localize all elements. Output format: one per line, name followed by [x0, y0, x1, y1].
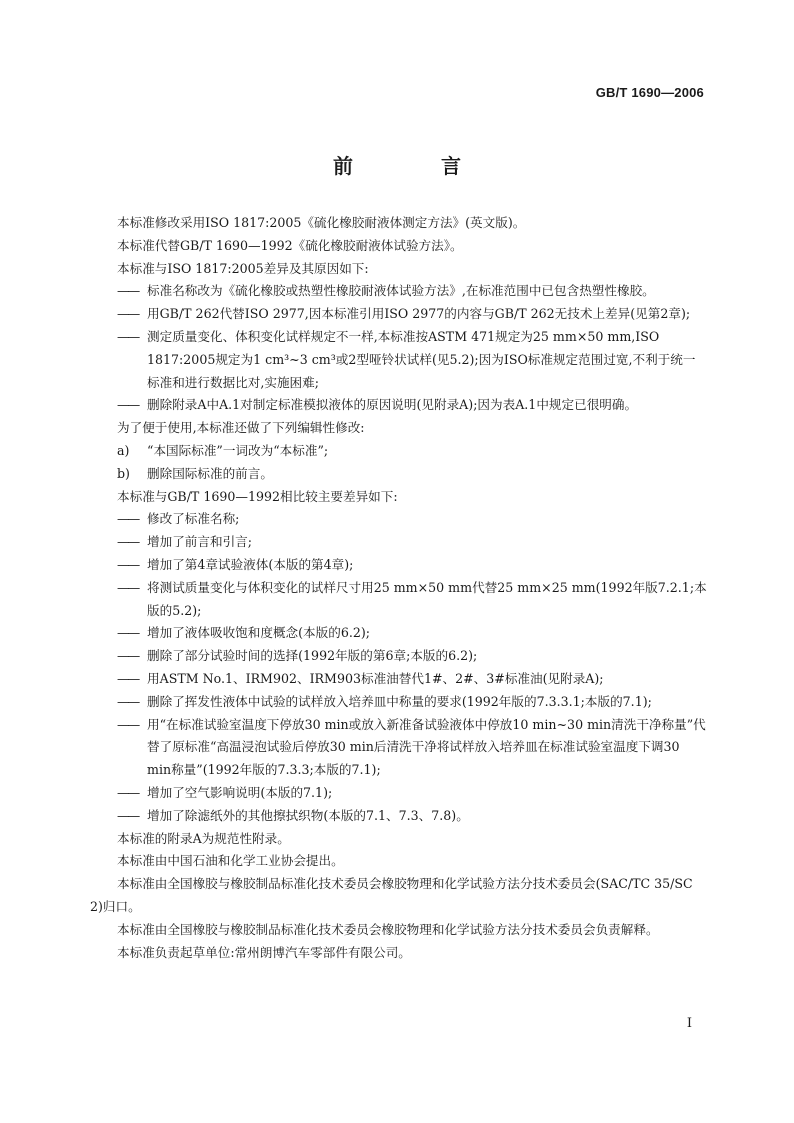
dash-item-text: 增加了前言和引言; [147, 534, 252, 550]
list-letter: a) [117, 442, 130, 458]
dash-item-text: 增加了除滤纸外的其他擦拭织物(本版的7.1、7.3、7.8)。 [147, 807, 469, 823]
dash-marker: —— [117, 306, 139, 322]
dash-list-item [117, 394, 707, 417]
page-title: 前 言 [333, 154, 495, 178]
dash-list-item [117, 645, 707, 668]
lettered-item-text: 删除国际标准的前言。 [147, 465, 273, 481]
dash-item-text: 用ASTM No.1、IRM902、IRM903标准油替代1#、2#、3#标准油(见附录A); [147, 670, 604, 686]
dash-marker: —— [117, 648, 139, 664]
dash-item-text: 测定质量变化、体积变化试样规定不一样,本标准按ASTM 471规定为25 mm×50 mm,ISO 1817:2005规定为1 cm³~3 cm³或2型哑铃状试样(见5.2);因为ISO标准规定范围过宽,不利于统一标准和进行数据比对,实施困难; [147, 328, 696, 390]
standard-code: GB/T 1690—2006 [595, 85, 704, 100]
dash-marker: —— [117, 556, 139, 572]
dash-marker: —— [117, 625, 139, 641]
dash-list-item [117, 531, 707, 554]
dash-marker: —— [117, 693, 139, 709]
paragraph: 本标准与GB/T 1690—1992相比较主要差异如下: [117, 488, 398, 504]
dash-list-item [117, 577, 707, 623]
dash-item-text: 删除了挥发性液体中试验的试样放入培养皿中称量的要求(1992年版的7.3.3.1;本版的7.1); [147, 693, 652, 709]
dash-list-item [117, 280, 707, 303]
dash-marker: —— [117, 807, 139, 823]
paragraph: 为了便于使用,本标准还做了下列编辑性修改: [117, 420, 365, 436]
dash-marker: —— [117, 397, 139, 413]
dash-item-text: 标准名称改为《硫化橡胶或热塑性橡胶耐液体试验方法》,在标准范围中已包含热塑性橡胶。 [147, 283, 655, 299]
lettered-list-item [117, 463, 707, 486]
dash-marker: —— [117, 784, 139, 800]
dash-list-item [117, 303, 707, 326]
dash-marker: —— [117, 716, 139, 732]
dash-item-text: 增加了第4章试验液体(本版的第4章); [147, 556, 354, 572]
lettered-item-text: “本国际标准”一词改为“本标准”; [147, 442, 329, 458]
dash-marker: —— [117, 579, 139, 595]
page-number: I [686, 1016, 692, 1031]
list-letter: b) [117, 465, 130, 481]
lettered-list-item [117, 440, 707, 463]
dash-list-item [117, 668, 707, 691]
dash-marker: —— [117, 670, 139, 686]
dash-marker: —— [117, 328, 139, 344]
paragraph: 本标准的附录A为规范性附录。 [117, 830, 290, 846]
dash-item-text: 将测试质量变化与体积变化的试样尺寸用25 mm×50 mm代替25 mm×25 mm(1992年版7.2.1;本版的5.2); [147, 579, 707, 618]
dash-marker: —— [117, 283, 139, 299]
document-body [90, 212, 707, 964]
dash-list-item [117, 714, 707, 782]
paragraph: 本标准由中国石油和化学工业协会提出。 [117, 853, 344, 869]
dash-item-text: 删除了部分试验时间的选择(1992年版的第6章;本版的6.2); [147, 648, 478, 664]
dash-item-text: 用GB/T 262代替ISO 2977,因本标准引用ISO 2977的内容与GB/T 262无技术上差异(见第2章); [147, 306, 691, 322]
dash-list-item [117, 326, 707, 394]
paragraph: 本标准与ISO 1817:2005差异及其原因如下: [117, 260, 369, 276]
dash-list-item [117, 805, 707, 828]
dash-item-text: 用“在标准试验室温度下停放30 min或放入新准备试验液体中停放10 min~30 min清洗干净称量”代替了原标准“高温浸泡试验后停放30 min后清洗干净将试样放入培养皿在标准试验室温度下调30 min称量”(1992年版的7.3.3;本版的7.1); [147, 716, 706, 778]
dash-list-item [117, 554, 707, 577]
dash-item-text: 增加了液体吸收饱和度概念(本版的6.2); [147, 625, 371, 641]
dash-item-text: 增加了空气影响说明(本版的7.1); [147, 784, 333, 800]
dash-list-item [117, 508, 707, 531]
dash-list-item [117, 622, 707, 645]
paragraph: 本标准修改采用ISO 1817:2005《硫化橡胶耐液体测定方法》(英文版)。 [117, 215, 526, 230]
paragraph: 本标准负责起草单位:常州朗博汽车零部件有限公司。 [117, 944, 411, 960]
paragraph: 本标准由全国橡胶与橡胶制品标准化技术委员会橡胶物理和化学试验方法分技术委员会负责解释。 [117, 921, 659, 937]
paragraph: 本标准由全国橡胶与橡胶制品标准化技术委员会橡胶物理和化学试验方法分技术委员会(SAC/TC 35/SC 2)归口。 [90, 876, 693, 914]
dash-item-text: 删除附录A中A.1对制定标准模拟液体的原因说明(见附录A);因为表A.1中规定已很明确。 [147, 397, 638, 413]
dash-list-item [117, 782, 707, 805]
dash-marker: —— [117, 511, 139, 527]
dash-marker: —— [117, 534, 139, 550]
dash-item-text: 修改了标准名称; [147, 511, 240, 527]
dash-list-item [117, 691, 707, 714]
paragraph: 本标准代替GB/T 1690—1992《硫化橡胶耐液体试验方法》。 [117, 237, 463, 253]
